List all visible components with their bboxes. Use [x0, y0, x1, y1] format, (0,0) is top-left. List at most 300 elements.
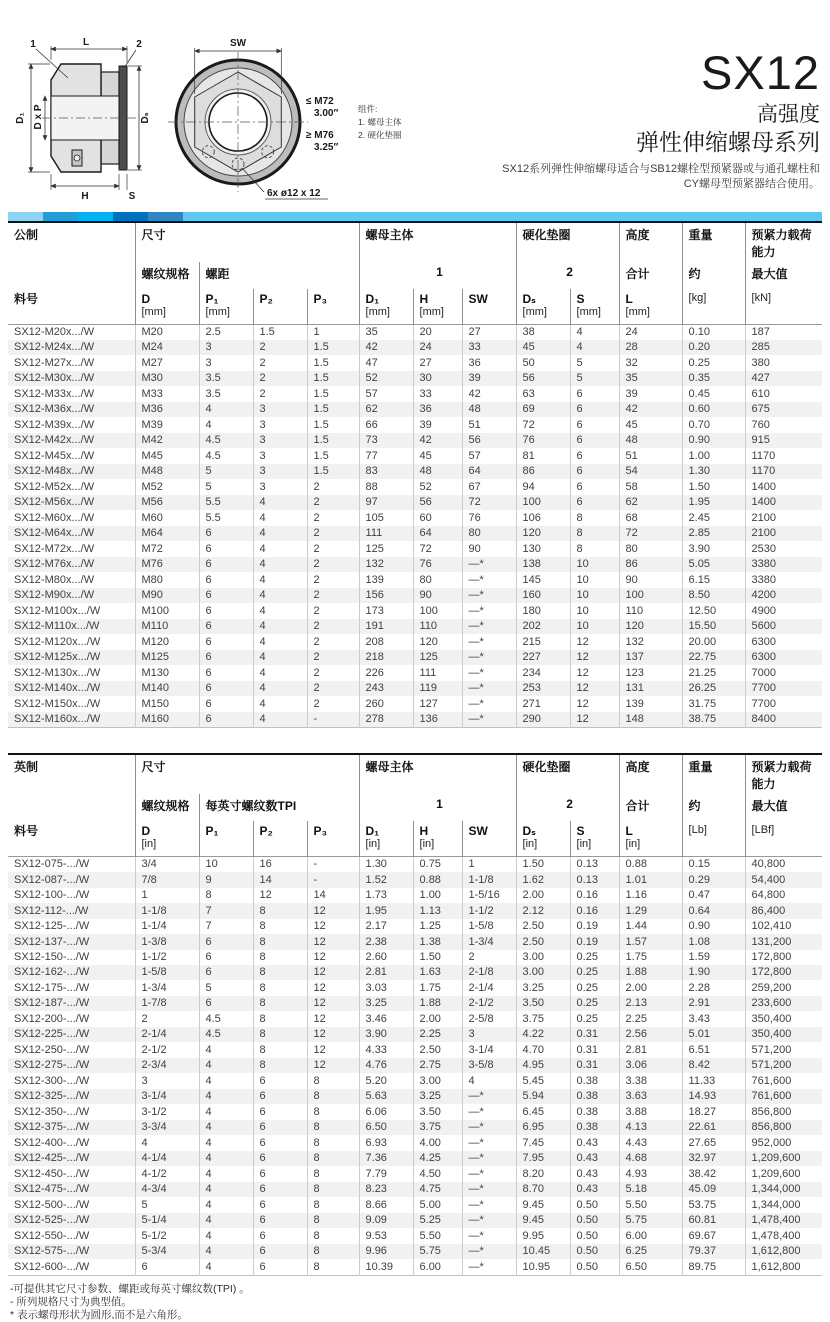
table-cell: 7.95 [516, 1151, 570, 1166]
table-row [8, 1120, 822, 1135]
table-cell: 136 [413, 712, 462, 728]
col-kN: [kN] [745, 289, 822, 324]
table-cell: SX12-M45x.../W [14, 449, 95, 462]
table-cell: —* [462, 712, 516, 728]
table-cell: 172,800 [745, 965, 822, 980]
table-cell: M130 [135, 665, 199, 680]
table-cell: 1 [307, 324, 359, 340]
table-cell: 1400 [745, 479, 822, 494]
table-cell: 26.25 [682, 681, 745, 696]
table-cell: 21.25 [682, 665, 745, 680]
table-cell: 47 [359, 355, 413, 370]
table-cell: 6 [253, 1166, 307, 1181]
table-cell: 0.31 [570, 1058, 619, 1073]
table-cell: 3.38 [619, 1073, 682, 1088]
table-cell: 2 [307, 541, 359, 556]
table-cell: - [307, 712, 359, 728]
table-cell: 1.5 [307, 448, 359, 463]
table-cell: 12 [570, 681, 619, 696]
table-cell: 1.95 [682, 495, 745, 510]
table-cell: 14 [253, 872, 307, 887]
table-cell: 3.06 [619, 1058, 682, 1073]
table-cell: 54 [619, 464, 682, 479]
table-cell: SX12-200-.../W [14, 1012, 90, 1025]
table-cell: 1.5 [307, 355, 359, 370]
table-cell: SX12-250-.../W [14, 1043, 90, 1056]
footnotes [10, 1283, 830, 1322]
table-cell: 9.09 [359, 1213, 413, 1228]
table-cell: 3.90 [359, 1027, 413, 1042]
table-cell: 73 [359, 433, 413, 448]
table-cell: SX12-325-.../W [14, 1090, 90, 1103]
table-cell: 52 [359, 371, 413, 386]
table-cell: 2.91 [682, 996, 745, 1011]
sub-approx: 约 [682, 794, 745, 821]
table-cell: 1400 [745, 495, 822, 510]
table-cell: 6 [253, 1244, 307, 1259]
table-cell: 8 [307, 1197, 359, 1212]
nut-drawing-svg [6, 34, 436, 210]
table-row [8, 996, 822, 1011]
table-cell: SX12-M160x.../W [14, 713, 101, 726]
table-cell: 1-1/8 [462, 872, 516, 887]
table-cell: 67 [462, 479, 516, 494]
table-cell: 10.45 [516, 1244, 570, 1259]
sub-tpi: 每英寸螺纹数TPI [199, 794, 359, 821]
table-cell: 76 [413, 557, 462, 572]
table-cell: 7700 [745, 681, 822, 696]
table-cell: 5.18 [619, 1182, 682, 1197]
table-cell: 3.25 [516, 980, 570, 995]
table-cell: —* [462, 634, 516, 649]
table-cell: 1-5/16 [462, 888, 516, 903]
table-cell: 0.90 [682, 919, 745, 934]
table-cell: 1.57 [619, 934, 682, 949]
table-cell: 3-1/4 [462, 1042, 516, 1057]
table-cell: 6 [199, 665, 253, 680]
table-cell: 10.95 [516, 1259, 570, 1275]
table-cell: 0.13 [570, 872, 619, 887]
table-cell: - [307, 872, 359, 887]
page-header [0, 0, 830, 212]
table-cell: 3 [253, 433, 307, 448]
table-cell: 0.47 [682, 888, 745, 903]
table-cell: 64 [413, 526, 462, 541]
table-cell: 4.33 [359, 1042, 413, 1057]
table-cell: 60.81 [682, 1213, 745, 1228]
table-cell: —* [462, 650, 516, 665]
col-D1: D₁ [mm] [359, 289, 413, 324]
table-cell: 12 [307, 1058, 359, 1073]
table-row [8, 603, 822, 618]
table-cell: 111 [359, 526, 413, 541]
table-cell: 8 [253, 1058, 307, 1073]
table-cell: 27 [462, 324, 516, 340]
table-cell: 27 [413, 355, 462, 370]
table-cell: 4.22 [516, 1027, 570, 1042]
table-cell: 5 [570, 371, 619, 386]
table-cell: 20.00 [682, 634, 745, 649]
table-cell: 2 [307, 665, 359, 680]
table-cell: 1-5/8 [135, 965, 199, 980]
table-cell: M150 [135, 696, 199, 711]
table-cell: 9.53 [359, 1228, 413, 1243]
table-cell: 100 [619, 588, 682, 603]
table-cell: 6 [199, 996, 253, 1011]
table-cell: 1.95 [359, 903, 413, 918]
table-cell: M30 [135, 371, 199, 386]
group-preload: 预紧力载荷能力 [745, 222, 822, 262]
table-cell: 139 [359, 572, 413, 587]
table-cell: 105 [359, 510, 413, 525]
table-cell: SX12-100-.../W [14, 889, 90, 902]
table-cell: 1.5 [307, 386, 359, 401]
table-cell: 3.75 [516, 1011, 570, 1026]
table-cell: 227 [516, 650, 570, 665]
table-cell: 2 [253, 340, 307, 355]
sub-max: 最大值 [745, 794, 822, 821]
table-cell: 1.16 [619, 888, 682, 903]
table-row [8, 888, 822, 903]
table-cell: 1.08 [682, 934, 745, 949]
table-row [8, 510, 822, 525]
table-cell: 6 [253, 1182, 307, 1197]
table-cell: 4.50 [413, 1166, 462, 1181]
table-cell: 4 [253, 650, 307, 665]
table-cell: 1-3/4 [462, 934, 516, 949]
table-cell: 4 [253, 541, 307, 556]
table-cell: 4 [253, 696, 307, 711]
col-P1: P₁ [mm] [199, 289, 253, 324]
table-cell: —* [462, 1151, 516, 1166]
imperial-table-body [8, 856, 822, 1275]
table-cell: 12 [307, 965, 359, 980]
table-cell: 8 [307, 1244, 359, 1259]
table-cell: 4.5 [199, 1027, 253, 1042]
table-cell: 45.09 [682, 1182, 745, 1197]
table-cell: 24 [413, 340, 462, 355]
table-cell: 106 [516, 510, 570, 525]
table-cell: 2-1/2 [135, 1042, 199, 1057]
table-cell: 1.50 [682, 479, 745, 494]
table-cell: SX12-M150x.../W [14, 697, 101, 710]
table-cell: 4.5 [199, 433, 253, 448]
table-cell: 58 [619, 479, 682, 494]
footnote-2: - 所列规格尺寸为典型值。 [10, 1295, 132, 1308]
table-cell: 4 [199, 1197, 253, 1212]
table-cell: 8 [307, 1228, 359, 1243]
table-cell: 2 [307, 526, 359, 541]
table-cell: 3 [199, 355, 253, 370]
table-cell: 38 [516, 324, 570, 340]
table-cell: 3.50 [516, 996, 570, 1011]
table-cell: 7000 [745, 665, 822, 680]
table-cell: 4.76 [359, 1058, 413, 1073]
table-cell: —* [462, 681, 516, 696]
table-row [8, 650, 822, 665]
table-cell: —* [462, 1166, 516, 1181]
table-cell: 8.23 [359, 1182, 413, 1197]
table-cell: 4 [199, 417, 253, 432]
table-row [8, 965, 822, 980]
table-cell: 4 [199, 1228, 253, 1243]
table-cell: 27.65 [682, 1135, 745, 1150]
table-cell: 7 [199, 903, 253, 918]
table-cell: 0.38 [570, 1089, 619, 1104]
table-cell: 45 [516, 340, 570, 355]
table-cell: 8 [253, 903, 307, 918]
table-cell: 2-1/2 [462, 996, 516, 1011]
table-cell: 5.50 [619, 1197, 682, 1212]
table-cell: 0.25 [570, 950, 619, 965]
table-row [8, 417, 822, 432]
table-cell: 12 [570, 650, 619, 665]
table-cell: 8 [253, 1042, 307, 1057]
group-hardened-washer: 硬化垫圈 [516, 222, 619, 262]
table-cell: 3.5 [199, 371, 253, 386]
table-row [8, 950, 822, 965]
table-cell: 3.75 [413, 1120, 462, 1135]
table-cell: 69 [516, 402, 570, 417]
table-cell: 1,344,000 [745, 1197, 822, 1212]
col-L: L [in] [619, 821, 682, 856]
table-cell: 9.96 [359, 1244, 413, 1259]
table-cell: 2 [253, 355, 307, 370]
table-cell: 4 [199, 1073, 253, 1088]
table-cell: —* [462, 665, 516, 680]
table-row [8, 433, 822, 448]
table-cell: 6 [570, 433, 619, 448]
table-cell: 1-5/8 [462, 919, 516, 934]
table-cell: 1-1/2 [462, 903, 516, 918]
table-cell: 208 [359, 634, 413, 649]
table-cell: 2 [307, 634, 359, 649]
col-SW: SW [462, 289, 516, 324]
table-cell: 6 [199, 934, 253, 949]
table-cell: 2.45 [682, 510, 745, 525]
table-cell: SX12-087-.../W [14, 873, 90, 886]
table-row [8, 1166, 822, 1181]
table-cell: 3/4 [135, 856, 199, 872]
table-cell: 131 [619, 681, 682, 696]
table-cell: 12 [307, 1042, 359, 1057]
table-cell: 3.00 [516, 965, 570, 980]
table-cell: 4 [253, 526, 307, 541]
table-cell: 83 [359, 464, 413, 479]
table-row [8, 856, 822, 872]
table-cell: 8.20 [516, 1166, 570, 1181]
table-cell: 0.15 [682, 856, 745, 872]
table-cell: 0.50 [570, 1213, 619, 1228]
table-cell: 3.25 [359, 996, 413, 1011]
table-cell: SX12-M27x.../W [14, 356, 95, 369]
table-cell: SX12-M30x.../W [14, 372, 95, 385]
table-cell: 8 [307, 1135, 359, 1150]
table-cell: 6 [135, 1259, 199, 1275]
table-cell: 130 [516, 541, 570, 556]
table-cell: 12 [307, 919, 359, 934]
table-cell: 8 [307, 1120, 359, 1135]
table-cell: 4 [253, 603, 307, 618]
table-cell: 2-3/4 [135, 1058, 199, 1073]
table-cell: 7 [199, 919, 253, 934]
table-cell: 9 [199, 872, 253, 887]
table-cell: SX12-350-.../W [14, 1105, 90, 1118]
table-row [8, 980, 822, 995]
table-cell: 243 [359, 681, 413, 696]
table-cell: —* [462, 572, 516, 587]
table-cell: 35 [359, 324, 413, 340]
table-cell: SX12-M39x.../W [14, 418, 95, 431]
col-Ds: Dₛ [mm] [516, 289, 570, 324]
table-cell: 5 [199, 479, 253, 494]
table-cell: 259,200 [745, 980, 822, 995]
table-cell: 94 [516, 479, 570, 494]
table-cell: 4-3/4 [135, 1182, 199, 1197]
set-screw-hole [74, 155, 80, 161]
table-row [8, 1089, 822, 1104]
table-cell: SX12-187-.../W [14, 997, 90, 1010]
table-cell: 2 [307, 588, 359, 603]
table-cell: 8 [253, 965, 307, 980]
table-cell: 5.94 [516, 1089, 570, 1104]
table-cell: M160 [135, 712, 199, 728]
table-cell: —* [462, 1213, 516, 1228]
table-cell: 4.93 [619, 1166, 682, 1181]
table-cell: 1-1/8 [135, 903, 199, 918]
table-cell: M20 [135, 324, 199, 340]
table-cell: 4 [253, 572, 307, 587]
table-cell: 2 [307, 510, 359, 525]
annotation-holes: 6x ø12 x 12 [267, 188, 321, 199]
table-cell: 2 [307, 650, 359, 665]
table-cell: 0.64 [682, 903, 745, 918]
table-cell: 6 [199, 541, 253, 556]
table-cell: 123 [619, 665, 682, 680]
table-cell: 2.50 [516, 919, 570, 934]
table-cell: 8 [570, 526, 619, 541]
table-row [8, 526, 822, 541]
table-cell: 3.5 [199, 386, 253, 401]
table-cell: 3.43 [682, 1011, 745, 1026]
table-cell: 39 [462, 371, 516, 386]
table-cell: 32.97 [682, 1151, 745, 1166]
table-cell: 1.50 [516, 856, 570, 872]
table-cell: 856,800 [745, 1120, 822, 1135]
table-cell: 0.13 [570, 856, 619, 872]
sub-part-2: 2 [516, 794, 619, 821]
table-cell: 145 [516, 572, 570, 587]
table-cell: 42 [619, 402, 682, 417]
col-H: H [in] [413, 821, 462, 856]
table-cell: 5.20 [359, 1073, 413, 1088]
table-cell: 2.25 [619, 1011, 682, 1026]
table-cell: 2.85 [682, 526, 745, 541]
table-cell: 350,400 [745, 1011, 822, 1026]
table-row [8, 1058, 822, 1073]
dim-D1: D₁ [15, 112, 26, 124]
group-nut-body: 螺母主体 [359, 754, 516, 794]
table-cell: 271 [516, 696, 570, 711]
table-row [8, 1228, 822, 1243]
table-cell: 3.00 [516, 950, 570, 965]
table-cell: 1.75 [619, 950, 682, 965]
table-cell: 2 [462, 950, 516, 965]
table-cell: 1.63 [413, 965, 462, 980]
table-cell: SX12-M120x.../W [14, 635, 101, 648]
table-cell: M42 [135, 433, 199, 448]
table-cell: 180 [516, 603, 570, 618]
table-cell: SX12-M36x.../W [14, 403, 95, 416]
table-cell: 62 [359, 402, 413, 417]
table-cell: 42 [462, 386, 516, 401]
table-cell: 50 [516, 355, 570, 370]
table-cell: 1.13 [413, 903, 462, 918]
table-cell: 22.75 [682, 650, 745, 665]
table-cell: SX12-M90x.../W [14, 589, 95, 602]
table-cell: SX12-425-.../W [14, 1152, 90, 1165]
group-hardened-washer: 硬化垫圈 [516, 754, 619, 794]
table-cell: 0.43 [570, 1166, 619, 1181]
table-cell: 260 [359, 696, 413, 711]
table-cell: 2.00 [516, 888, 570, 903]
table-cell: M36 [135, 402, 199, 417]
table-cell: 88 [359, 479, 413, 494]
table-cell: 8 [307, 1166, 359, 1181]
metric-table-body [8, 324, 822, 728]
group-imperial: 英制 [14, 760, 39, 775]
table-cell: 132 [359, 557, 413, 572]
dim-Ds: Dₛ [140, 112, 151, 124]
legend-item-1: 1. 螺母主体 [358, 117, 402, 127]
table-cell: M39 [135, 417, 199, 432]
table-cell: 0.25 [570, 965, 619, 980]
table-cell: 0.43 [570, 1182, 619, 1197]
table-cell: 12 [570, 634, 619, 649]
table-cell: 72 [516, 417, 570, 432]
table-cell: 1-3/8 [135, 934, 199, 949]
table-cell: 32 [619, 355, 682, 370]
table-cell: 0.70 [682, 417, 745, 432]
col-S: S [mm] [570, 289, 619, 324]
table-cell: M52 [135, 479, 199, 494]
table-cell: 72 [462, 495, 516, 510]
table-cell: 125 [359, 541, 413, 556]
table-cell: M64 [135, 526, 199, 541]
table-cell: 0.90 [682, 433, 745, 448]
table-cell: 226 [359, 665, 413, 680]
table-cell: 137 [619, 650, 682, 665]
table-cell: 6300 [745, 634, 822, 649]
table-row [8, 619, 822, 634]
table-cell: —* [462, 1259, 516, 1275]
table-cell: 6 [199, 681, 253, 696]
table-cell: 39 [413, 417, 462, 432]
table-row [8, 1027, 822, 1042]
table-row [8, 1259, 822, 1275]
title-block [502, 48, 820, 191]
sub-max: 最大值 [745, 262, 822, 289]
dim-S: S [128, 191, 136, 202]
col-P3: P₃ [307, 821, 359, 856]
table-row [8, 324, 822, 340]
table-cell: 12 [307, 980, 359, 995]
table-cell: 35 [619, 371, 682, 386]
table-cell: 915 [745, 433, 822, 448]
table-cell: 6 [570, 495, 619, 510]
table-cell: 5.5 [199, 495, 253, 510]
table-cell: SX12-525-.../W [14, 1214, 90, 1227]
